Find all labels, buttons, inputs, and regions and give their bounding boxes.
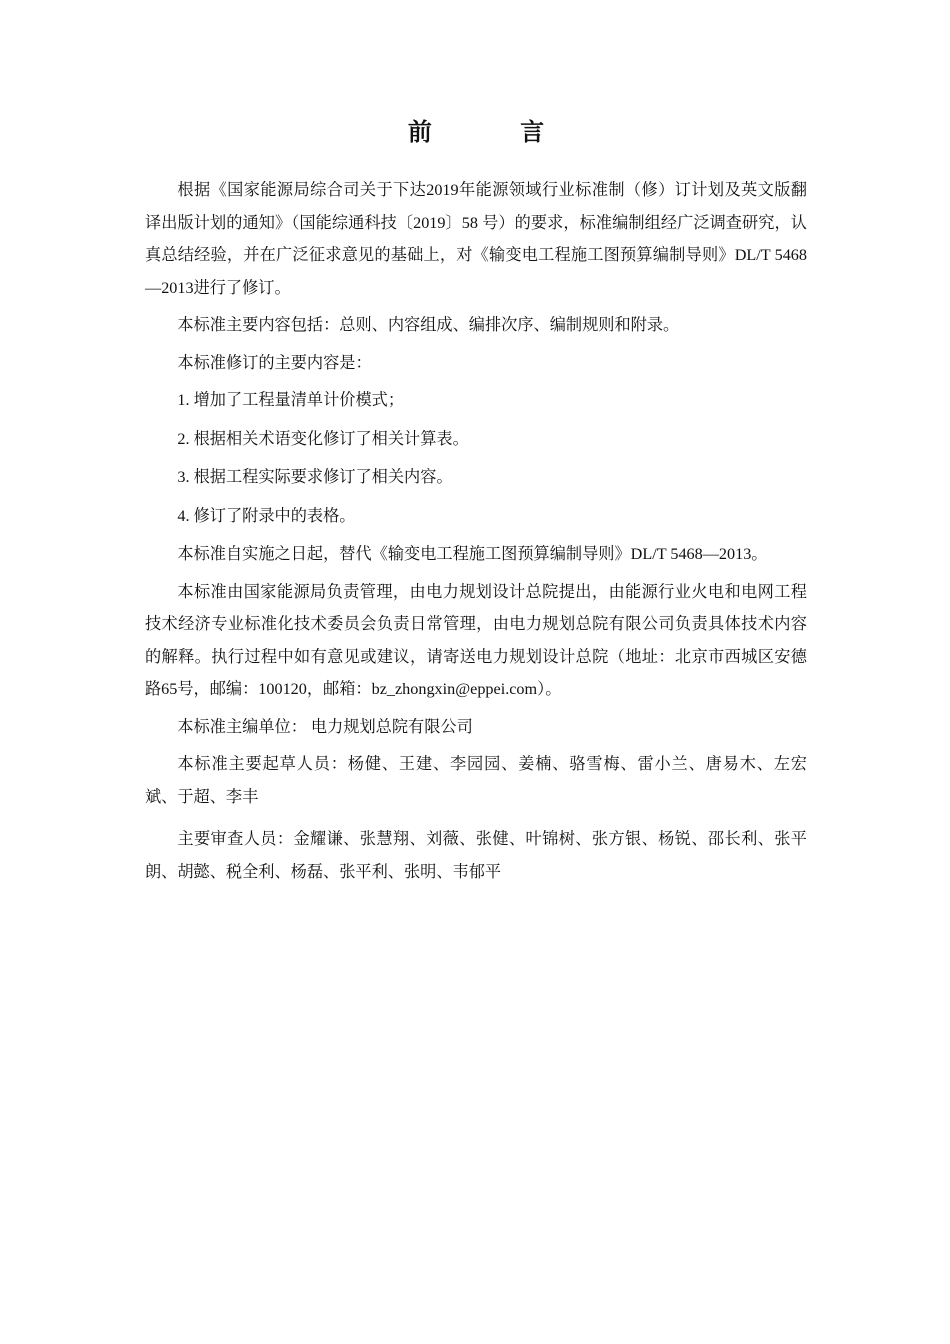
- revision-heading: 本标准修订的主要内容是：: [177, 353, 372, 372]
- chief-unit-paragraph: 本标准主编单位： 电力规划总院有限公司: [177, 717, 473, 736]
- list-item: 1. 增加了工程量清单计价模式；: [177, 391, 405, 409]
- page-title: 前 言: [407, 118, 585, 146]
- main-content-paragraph: 本标准主要内容包括：总则、内容组成、编排次序、编制规则和附录。: [177, 316, 680, 334]
- drafters-paragraph: 本标准主要起草人员：杨健、王建、李园园、姜楠、骆雪梅、雷小兰、唐易木、左宏斌、于超、李丰: [145, 755, 807, 806]
- management-paragraph: 本标准由国家能源局负责管理，由电力规划设计总院提出，由能源行业火电和电网工程技术经济专业标准化技术委员会负责日常管理，由电力规划总院有限公司负责具体技术内容的解释。执行过程中如有意见或建议，请寄送电力规划设计总院（地址：北京市西城区安德路65号，邮编：100120，邮箱：bz_zhongxin@eppei.com）。: [145, 582, 807, 698]
- list-item: 2. 根据相关术语变化修订了相关计算表。: [177, 429, 469, 448]
- document-body: [145, 174, 807, 893]
- intro-paragraph: 根据《国家能源局综合司关于下达2019年能源领域行业标准制（修）订计划及英文版翻译出版计划的通知》（国能综通科技〔2019〕58 号）的要求，标准编制组经广泛调查研究，认真总结经验，并在广泛征求意见的基础上，对《输变电工程施工图预算编制导则》DL/T 5468—2013进行了修订。: [145, 181, 807, 297]
- list-item: 4. 修订了附录中的表格。: [177, 506, 356, 525]
- reviewers-paragraph: 主要审查人员：金耀谦、张慧翔、刘薇、张健、叶锦树、张方银、杨锐、邵长利、张平朗、胡懿、税全利、杨磊、张平利、张明、韦郁平: [145, 830, 807, 881]
- list-item: 3. 根据工程实际要求修订了相关内容。: [177, 468, 453, 486]
- replacement-paragraph: 本标准自实施之日起，替代《输变电工程施工图预算编制导则》DL/T 5468—2013。: [177, 545, 768, 563]
- revision-list: [145, 384, 807, 532]
